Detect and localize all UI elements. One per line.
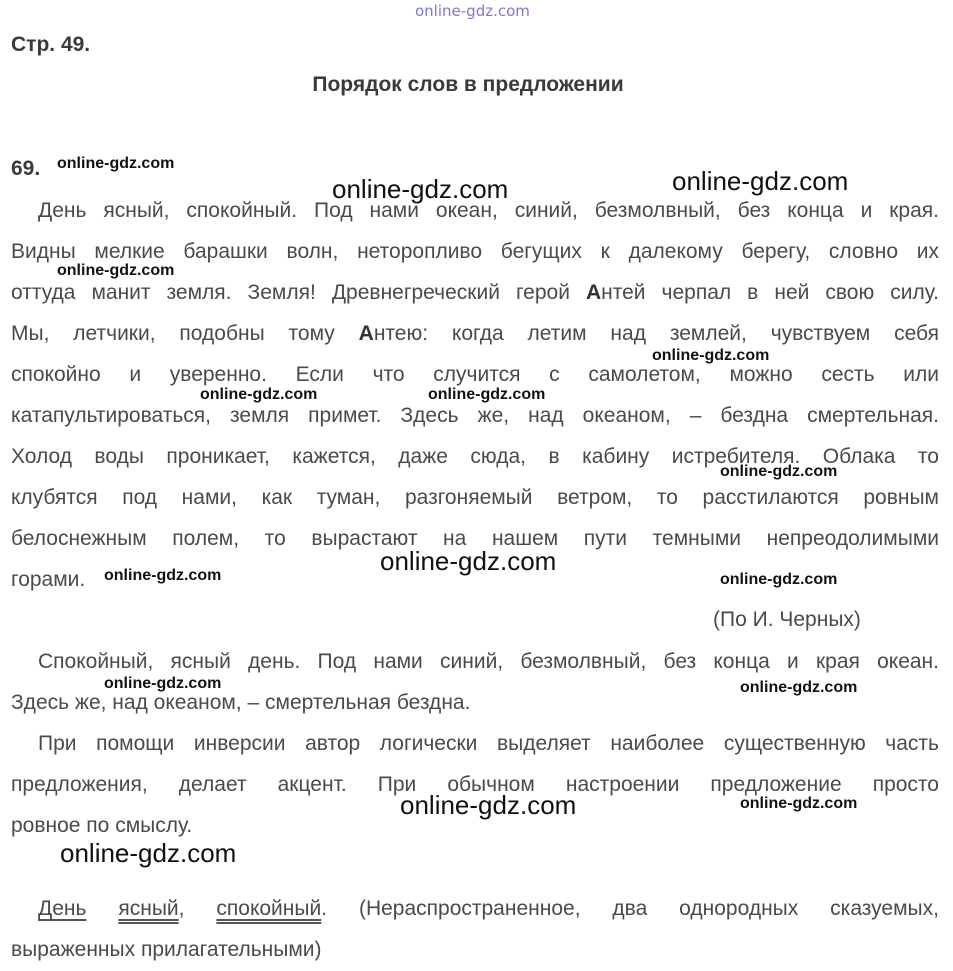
text-line: Мы, летчики, подобны тому Антею: когда летим над землей, чувствуем себя <box>11 322 939 345</box>
text-line: Видны мелкие барашки волн, неторопливо бегущих к далекому берегу, словно их <box>11 240 939 263</box>
analysis-line: День ясный, спокойный. (Нераспространенное, два однородных сказуемых, <box>38 897 939 920</box>
text-line: спокойно и уверенно. Если что случится с самолетом, можно сесть или <box>11 363 939 386</box>
text-line: Здесь же, над океаном, – смертельная бездна. <box>11 691 471 714</box>
watermark: online-gdz.com <box>380 546 557 576</box>
text-line: оттуда манит земля. Земля! Древнегреческий герой Антей черпал в ней свою силу. <box>11 281 939 304</box>
explanation-text <box>11 723 939 846</box>
text-line: предложения, делает акцент. При обычном настроении предложение просто <box>11 773 939 796</box>
watermark: online-gdz.com <box>104 567 222 584</box>
watermark: online-gdz.com <box>60 838 237 868</box>
text-line: Спокойный, ясный день. Под нами синий, безмолвный, без конца и края океан. <box>38 650 939 673</box>
predicate-word: спокойный <box>216 897 322 920</box>
watermark: online-gdz.com <box>720 463 838 480</box>
text-line: горами. <box>11 568 86 591</box>
predicate-word: ясный <box>118 897 179 920</box>
watermark: online-gdz.com <box>200 386 318 403</box>
text-line: День ясный, спокойный. Под нами океан, синий, безмолвный, без конца и края. <box>38 199 939 222</box>
watermark: online-gdz.com <box>672 166 849 196</box>
exercise-number: 69. <box>11 157 41 180</box>
page-label: Стр. 49. <box>11 33 91 56</box>
text-line: катапультироваться, земля примет. Здесь же, над океаном, – бездна смертельная. <box>11 404 939 427</box>
watermark: online-gdz.com <box>57 262 175 279</box>
text-line: При помощи инверсии автор логически выделяет наиболее существенную часть <box>38 732 939 755</box>
text-source: (По И. Черных) <box>713 608 861 631</box>
text-line: ровное по смыслу. <box>11 814 193 837</box>
section-title: Порядок слов в предложении <box>312 73 624 96</box>
watermark: online-gdz.com <box>652 347 770 364</box>
watermark: online-gdz.com <box>104 675 222 692</box>
text-line: клубятся под нами, как туман, разгоняемый ветром, то расстилаются ровным <box>11 486 939 509</box>
watermark: online-gdz.com <box>740 795 858 812</box>
analysis-line: выраженных прилагательными) <box>11 938 322 961</box>
sentence-analysis <box>11 888 939 970</box>
text-line: белоснежным полем, то вырастают на нашем пути темными непреодолимыми <box>11 527 939 550</box>
watermark: online-gdz.com <box>720 571 838 588</box>
watermark: online-gdz.com <box>400 790 577 820</box>
watermark: online-gdz.com <box>428 386 546 403</box>
watermark: online-gdz.com <box>57 155 175 172</box>
watermark: online-gdz.com <box>332 174 509 204</box>
text-line: Холод воды проникает, кажется, даже сюда, в кабину истребителя. Облака то <box>11 445 939 468</box>
subject-word: День <box>38 897 87 920</box>
watermark: online-gdz.com <box>740 679 858 696</box>
top-watermark: online-gdz.com <box>415 2 530 20</box>
